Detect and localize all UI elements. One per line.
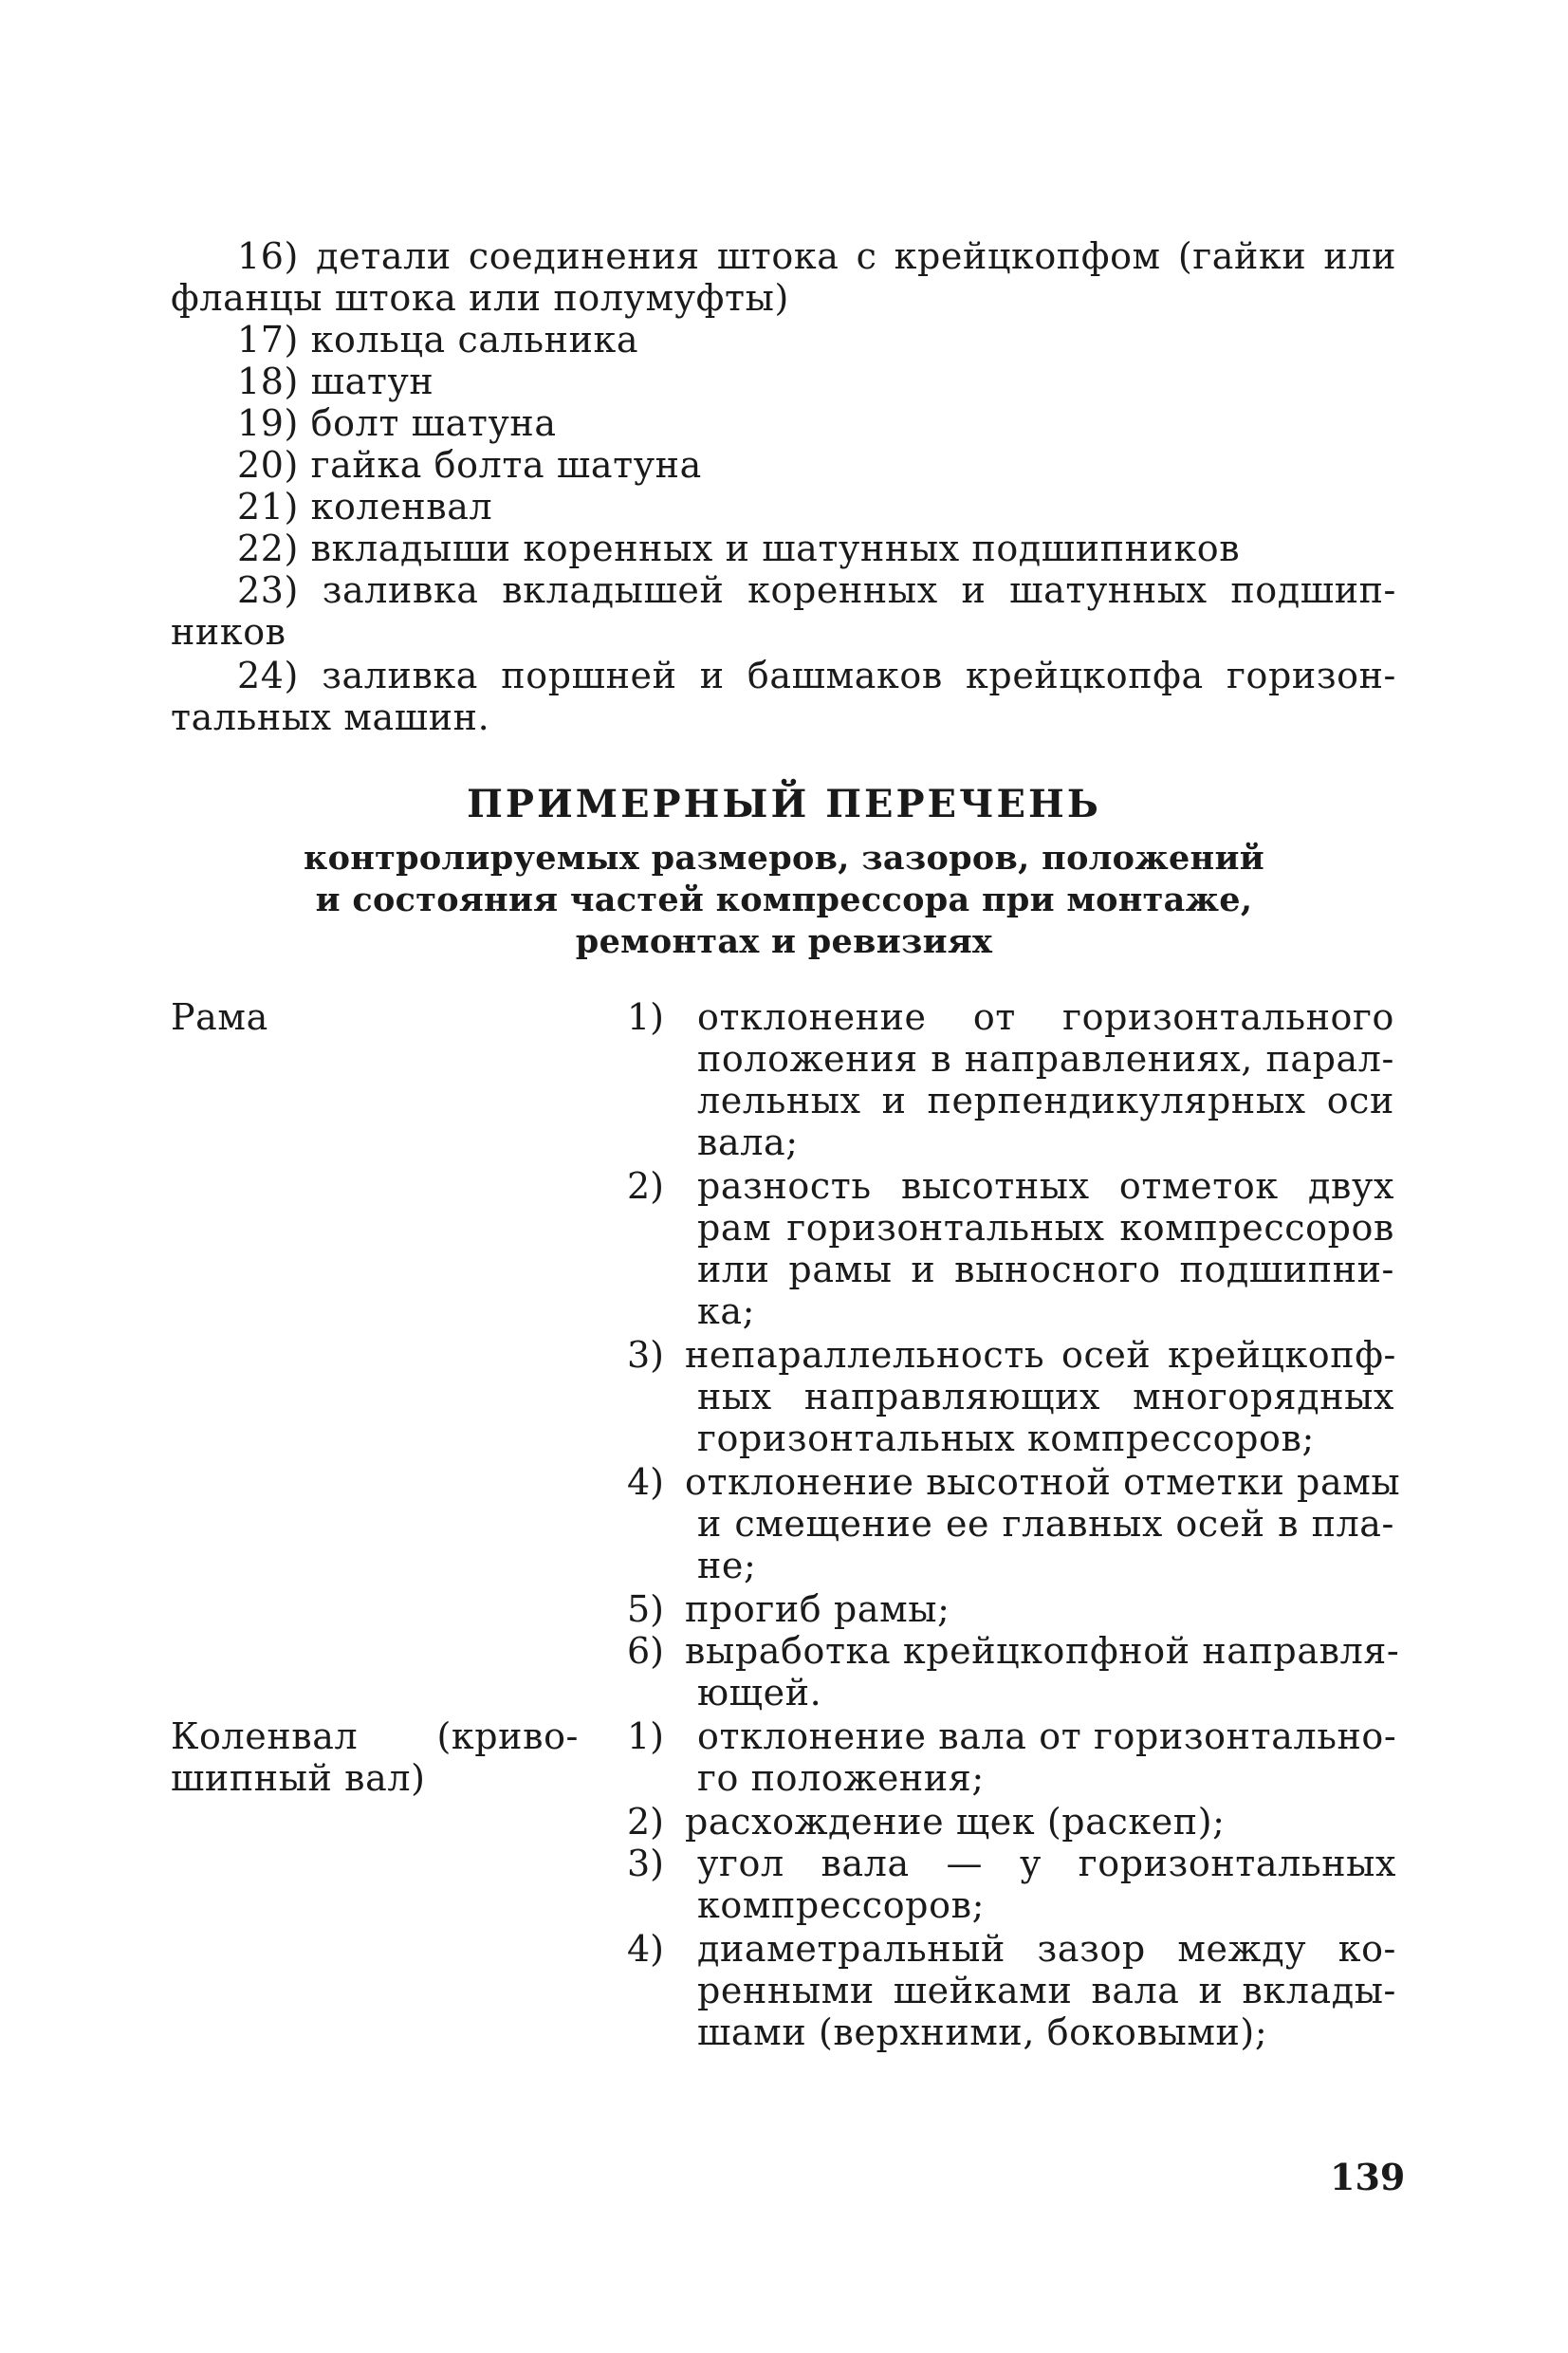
rama-item-1-line4: вала; [697, 1121, 799, 1163]
rama-item-3-line1: непараллельность осей крейцкопф- [685, 1334, 1396, 1376]
kolenval-item-3-line1: угол вала — у горизонтальных [697, 1843, 1396, 1884]
rama-item-3-line3: горизонтальных компрессоров; [697, 1417, 1315, 1459]
kolenval-item-3-number: 3) [626, 1843, 664, 1884]
list-item-18: 18) шатун [237, 361, 434, 402]
kolenval-item-4-line2: ренными шейками вала и вклады- [697, 1970, 1396, 2011]
list-item-24-line2: тальных машин. [171, 696, 490, 738]
kolenval-item-2-number: 2) [626, 1801, 664, 1843]
rama-item-6-number: 6) [626, 1630, 664, 1672]
kolenval-item-1-line2: го положения; [697, 1757, 985, 1799]
list-item-23-line2: ников [171, 611, 286, 653]
list-item-24-line1: 24) заливка поршней и башмаков крейцкопфа горизон- [237, 655, 1396, 696]
kolenval-item-2-line1: расхождение щек (раскеп); [685, 1801, 1226, 1843]
rama-item-4-line1: отклонение высотной отметки рамы [685, 1461, 1401, 1503]
rama-item-5-line1: прогиб рамы; [685, 1588, 950, 1630]
rama-item-2-number: 2) [626, 1165, 664, 1207]
kolenval-item-4-line3: шами (верхними, боковыми); [697, 2011, 1268, 2053]
rama-item-2-line2: рам горизонтальных компрессоров [697, 1207, 1394, 1249]
rama-item-6-line2: ющей. [697, 1672, 822, 1714]
rama-item-1-line1: отклонение от горизонтального [697, 996, 1394, 1038]
rama-item-1-number: 1) [626, 996, 664, 1038]
rama-item-4-number: 4) [626, 1461, 664, 1503]
rama-item-1-line2: положения в направлениях, парал- [697, 1038, 1394, 1080]
list-item-22: 22) вкладыши коренных и шатунных подшипников [237, 528, 1241, 569]
list-item-16-line1: 16) детали соединения штока с крейцкопфом (гайки или [237, 235, 1396, 277]
section-title: ПРИМЕРНЫЙ ПЕРЕЧЕНЬ [467, 782, 1101, 826]
part-label-kolenval-line2: шипный вал) [171, 1757, 426, 1799]
list-item-23-line1: 23) заливка вкладышей коренных и шатунных подшип- [237, 569, 1396, 611]
kolenval-item-1-number: 1) [626, 1715, 664, 1757]
rama-item-3-line2: ных направляющих многорядных [697, 1376, 1394, 1417]
page-number: 139 [1330, 2156, 1406, 2198]
kolenval-item-4-number: 4) [626, 1928, 664, 1970]
part-label-kolenval-line1: Коленвал (криво- [171, 1715, 579, 1757]
part-label-rama: Рама [171, 996, 268, 1038]
list-item-20: 20) гайка болта шатуна [237, 444, 702, 486]
rama-item-4-line3: не; [697, 1545, 757, 1586]
list-item-21: 21) коленвал [237, 486, 493, 528]
rama-item-1-line3: лельных и перпендикулярных оси [697, 1080, 1394, 1121]
list-item-19: 19) болт шатуна [237, 402, 557, 444]
rama-item-4-line2: и смещение ее главных осей в пла- [697, 1503, 1394, 1545]
list-item-16-line2: фланцы штока или полумуфты) [171, 277, 789, 319]
rama-item-2-line4: ка; [697, 1290, 756, 1332]
rama-item-3-number: 3) [626, 1334, 664, 1376]
kolenval-item-4-line1: диаметральный зазор между ко- [697, 1928, 1396, 1970]
kolenval-item-3-line2: компрессоров; [697, 1884, 985, 1926]
section-subtitle-line3: ремонтах и ревизиях [575, 922, 993, 961]
rama-item-5-number: 5) [626, 1588, 664, 1630]
rama-item-2-line1: разность высотных отметок двух [697, 1165, 1394, 1207]
list-item-17: 17) кольца сальника [237, 319, 639, 361]
section-subtitle-line1: контролируемых размеров, зазоров, положений [304, 839, 1264, 878]
kolenval-item-1-line1: отклонение вала от горизонтально- [697, 1715, 1397, 1757]
section-subtitle-line2: и состояния частей компрессора при монтаже, [315, 880, 1253, 919]
rama-item-2-line3: или рамы и выносного подшипни- [697, 1249, 1394, 1290]
rama-item-6-line1: выработка крейцкопфной направля- [685, 1630, 1400, 1672]
